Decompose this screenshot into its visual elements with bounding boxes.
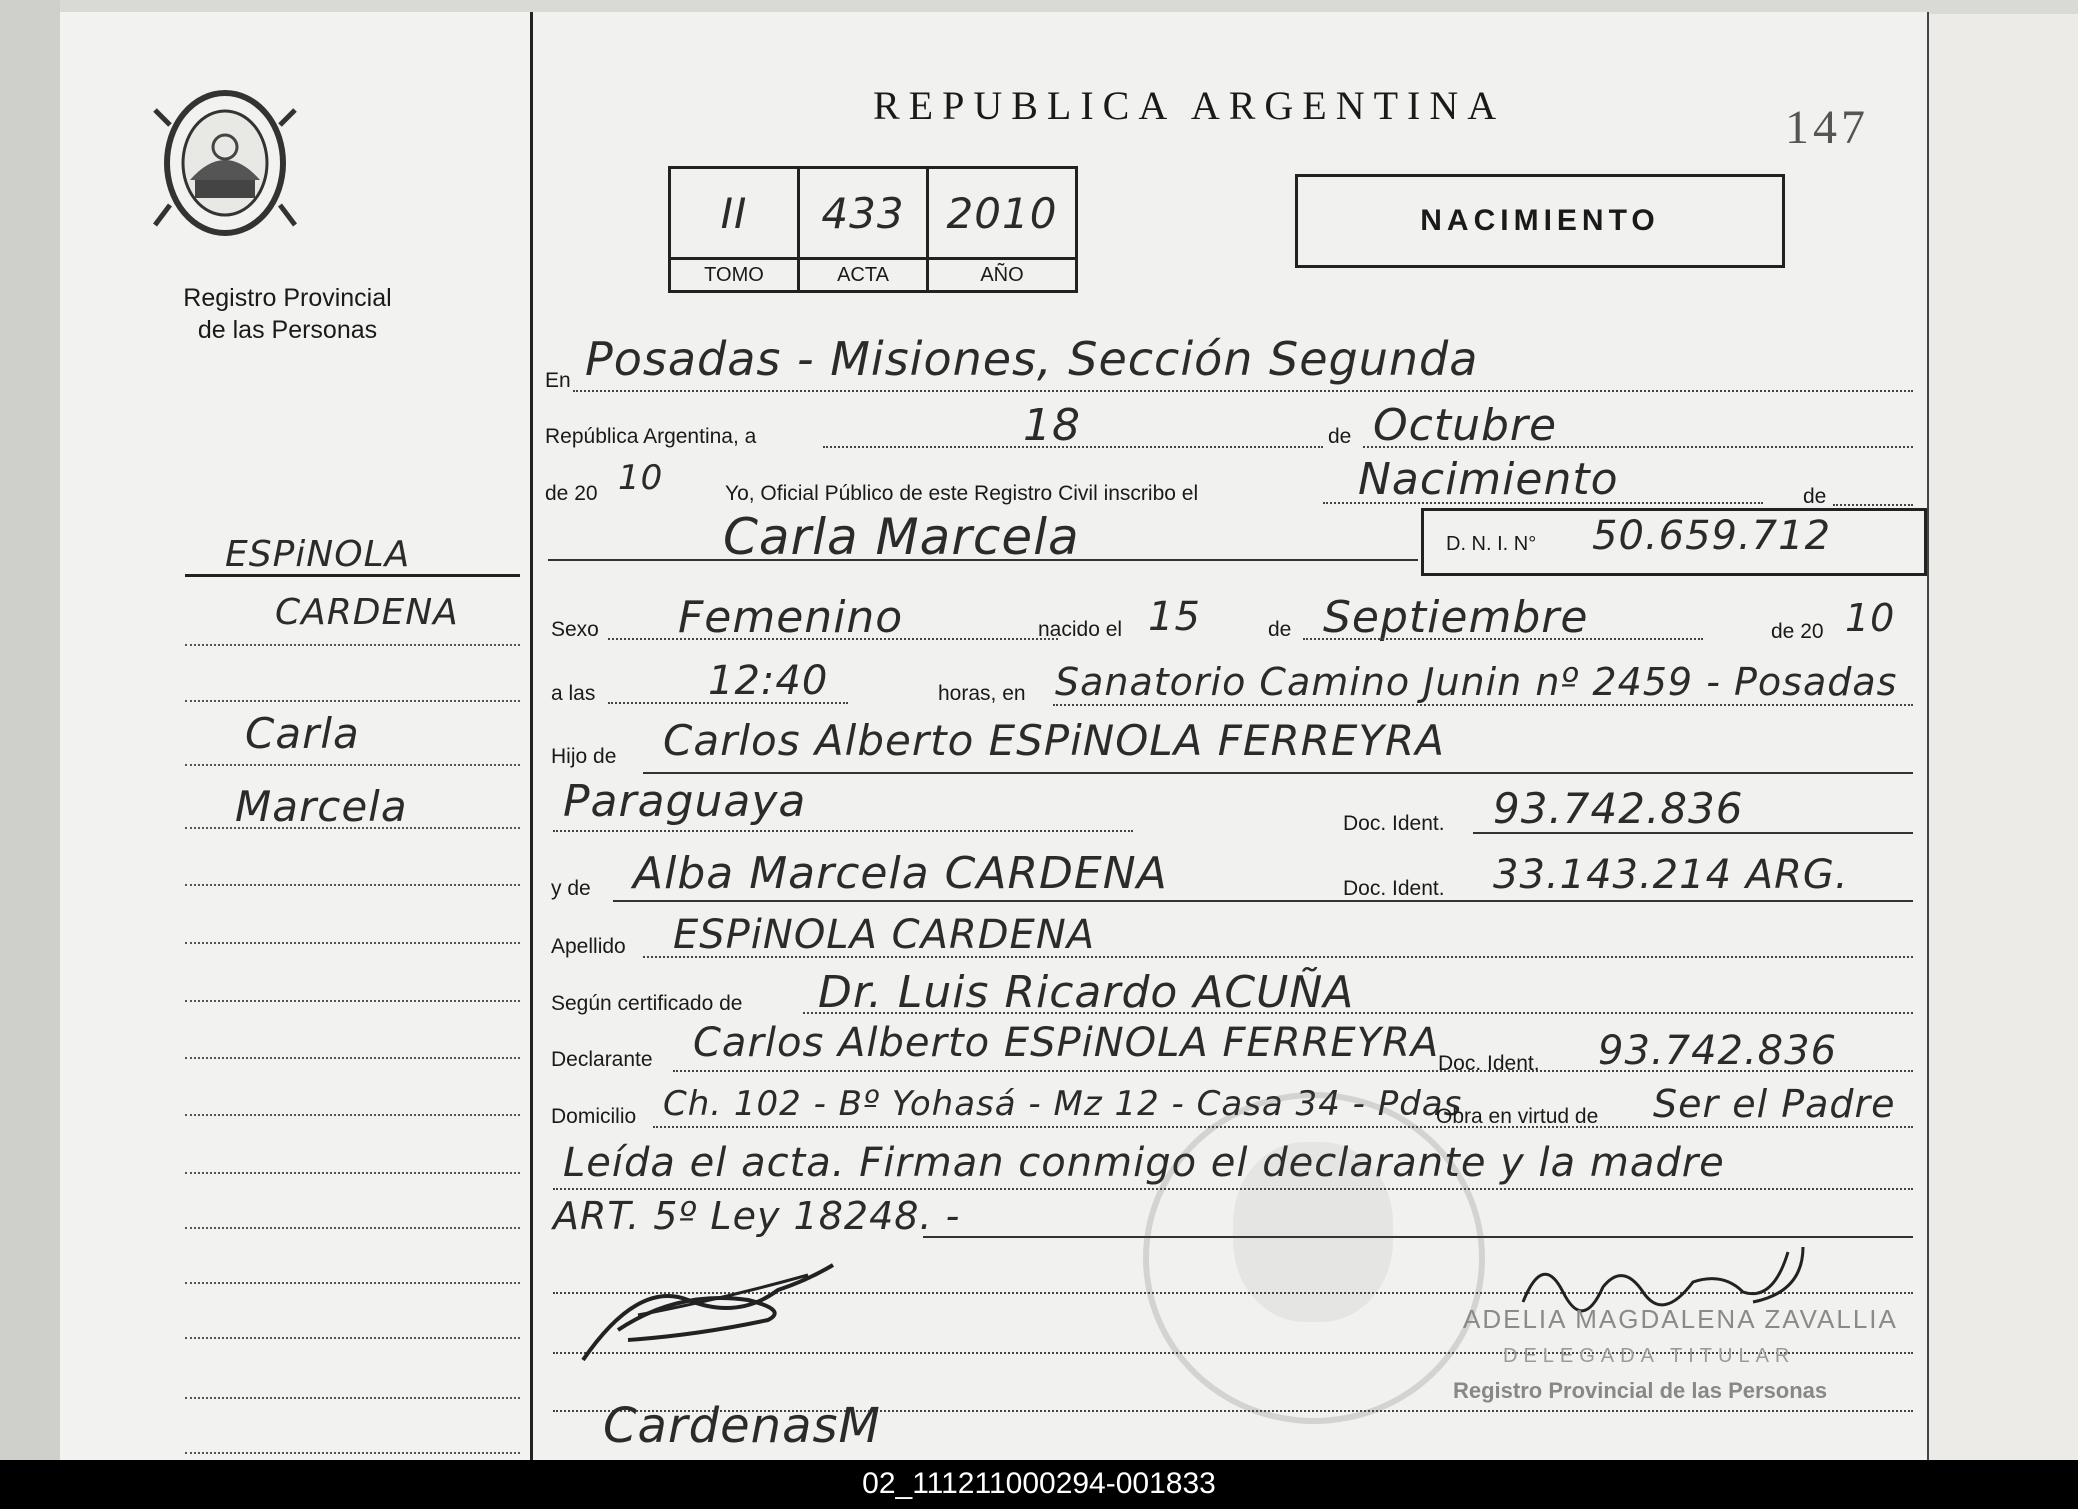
act-type-box: NACIMIENTO: [1295, 174, 1785, 268]
obra-value: Ser el Padre: [1653, 1082, 1896, 1126]
registry-name-line2: de las Personas: [197, 316, 378, 344]
tomo-label: TOMO: [670, 259, 799, 292]
fill-line: [1323, 502, 1763, 504]
margin-line: [185, 700, 520, 702]
birth-month-value: Septiembre: [1323, 592, 1589, 643]
margin-line: [185, 1397, 520, 1399]
fill-line: [548, 559, 1418, 561]
margin-line: [185, 1114, 520, 1116]
record-reference-table: [668, 166, 1078, 293]
margin-line: [185, 942, 520, 944]
margin-line: [185, 1282, 520, 1284]
child-name-value: Carla Marcela: [723, 508, 1080, 566]
republica-label: República Argentina, a: [545, 425, 757, 448]
official-office: Registro Provincial de las Personas: [1453, 1378, 1828, 1403]
margin-surname-1: ESPiNOLA: [225, 534, 411, 575]
official-role: DELEGADA TITULAR: [1503, 1345, 1796, 1367]
father-doc-value: 93.742.836: [1493, 784, 1744, 833]
doc-ident-label-3: Doc. Ident.: [1438, 1052, 1540, 1075]
margin-line: [185, 1227, 520, 1229]
official-stamp-center: [1233, 1142, 1393, 1322]
margin-line: [185, 1000, 520, 1002]
dni-box: [1421, 508, 1927, 576]
dni-label: D. N. I. N°: [1446, 533, 1537, 555]
fill-line: [803, 1012, 1913, 1014]
country-title: REPUBLICA ARGENTINA: [873, 83, 1506, 128]
father-nationality-value: Paraguaya: [563, 776, 807, 827]
segun-label: Según certificado de: [551, 992, 743, 1015]
fill-line: [608, 638, 1058, 640]
tomo-value: II: [670, 168, 799, 259]
doc-ident-label-2: Doc. Ident.: [1343, 877, 1445, 900]
book-binding: [0, 0, 60, 1460]
margin-line: [185, 1172, 520, 1174]
mother-name-value: Alba Marcela CARDENA: [633, 848, 1168, 899]
margin-separator: [185, 574, 520, 577]
fill-line: [573, 390, 1913, 392]
page-number: 147: [1785, 101, 1869, 154]
apellido-label: Apellido: [551, 935, 626, 958]
acta-label: ACTA: [799, 259, 928, 292]
fill-line: [1833, 504, 1913, 506]
obra-label: Obra en virtud de: [1436, 1105, 1599, 1128]
event-value: Nacimiento: [1358, 454, 1619, 505]
doc-ident-label: Doc. Ident.: [1343, 812, 1445, 835]
fill-line: [1053, 704, 1913, 706]
dni-value: 50.659.712: [1592, 513, 1832, 559]
margin-line: [185, 1337, 520, 1339]
registry-name-line1: Registro Provincial: [183, 284, 392, 312]
fill-line: [553, 830, 1133, 832]
yde-label: y de: [551, 877, 591, 900]
margin-given-2: Marcela: [235, 782, 408, 831]
fill-line: [613, 900, 1913, 902]
anio-value: 2010: [928, 168, 1077, 259]
margin-line: [185, 764, 520, 766]
hijo-label: Hijo de: [551, 745, 617, 768]
fill-line: [643, 772, 1913, 774]
day-value: 18: [1023, 400, 1081, 451]
sexo-value: Femenino: [678, 592, 904, 643]
next-page-edge: [1929, 14, 2078, 1460]
year-prefix-label: de 20: [545, 482, 598, 505]
anio-label: AÑO: [928, 259, 1077, 292]
declarante-doc-value: 93.742.836: [1598, 1028, 1838, 1074]
margin-line: [185, 1452, 520, 1454]
year-suffix-value: 10: [618, 458, 664, 498]
fill-line: [1303, 638, 1703, 640]
margin-line: [185, 827, 520, 829]
fill-line: [608, 702, 848, 704]
fill-line: [1363, 446, 1913, 448]
declarante-value: Carlos Alberto ESPiNOLA FERREYRA: [693, 1020, 1440, 1066]
en-label: En: [545, 369, 571, 392]
birth-day-value: 15: [1148, 594, 1201, 640]
alas-label: a las: [551, 682, 596, 705]
time-value: 12:40: [708, 658, 829, 704]
margin-line: [185, 1057, 520, 1059]
notes-line-1: Leída el acta. Firman conmigo el declarante y la madre: [563, 1140, 1725, 1186]
sexo-label: Sexo: [551, 618, 599, 641]
registry-name: [160, 282, 415, 346]
yo-label: Yo, Oficial Público de este Registro Civil inscribo el: [725, 482, 1199, 505]
acta-value: 433: [799, 168, 928, 259]
place-value: Posadas - Misiones, Sección Segunda: [585, 332, 1479, 386]
domicilio-value: Ch. 102 - Bº Yohasá - Mz 12 - Casa 34 - Pdas: [663, 1084, 1463, 1124]
mother-doc-value: 33.143.214 ARG.: [1493, 852, 1849, 898]
notes-line-2: ART. 5º Ley 18248. -: [553, 1194, 961, 1238]
mother-signature: CardenasM: [603, 1398, 881, 1454]
month-value: Octubre: [1373, 400, 1558, 451]
declarante-label: Declarante: [551, 1048, 653, 1071]
nacido-label: nacido el: [1038, 618, 1123, 641]
birth-year-prefix-label: de 20: [1771, 620, 1824, 643]
fill-line: [643, 956, 1913, 958]
birth-certificate-page: [533, 12, 1929, 1460]
margin-given-1: Carla: [245, 709, 360, 758]
fill-line: [823, 446, 1323, 448]
margin-line: [185, 884, 520, 886]
margin-line: [185, 644, 520, 646]
de-label-3: de: [1268, 618, 1292, 641]
de-label-2: de: [1803, 485, 1827, 508]
father-name-value: Carlos Alberto ESPiNOLA FERREYRA: [663, 716, 1445, 765]
horas-label: horas, en: [938, 682, 1026, 705]
margin-surname-2: CARDENA: [275, 592, 459, 633]
domicilio-label: Domicilio: [551, 1105, 637, 1128]
birth-place-value: Sanatorio Camino Junin nº 2459 - Posadas: [1055, 660, 1898, 704]
provincial-seal-icon: [150, 85, 300, 245]
fill-line: [1473, 832, 1913, 834]
image-id-caption: 02_111211000294-001833: [862, 1467, 1216, 1500]
left-margin-page: [60, 12, 533, 1460]
official-name: ADELIA MAGDALENA ZAVALLIA: [1463, 1304, 1898, 1334]
declarant-signature-icon: [578, 1260, 838, 1370]
de-label: de: [1328, 425, 1352, 448]
fill-line: [673, 1070, 1913, 1072]
apellido-value: ESPiNOLA CARDENA: [673, 912, 1096, 958]
doctor-value: Dr. Luis Ricardo ACUÑA: [818, 967, 1355, 1018]
birth-year-suffix-value: 10: [1845, 596, 1896, 640]
